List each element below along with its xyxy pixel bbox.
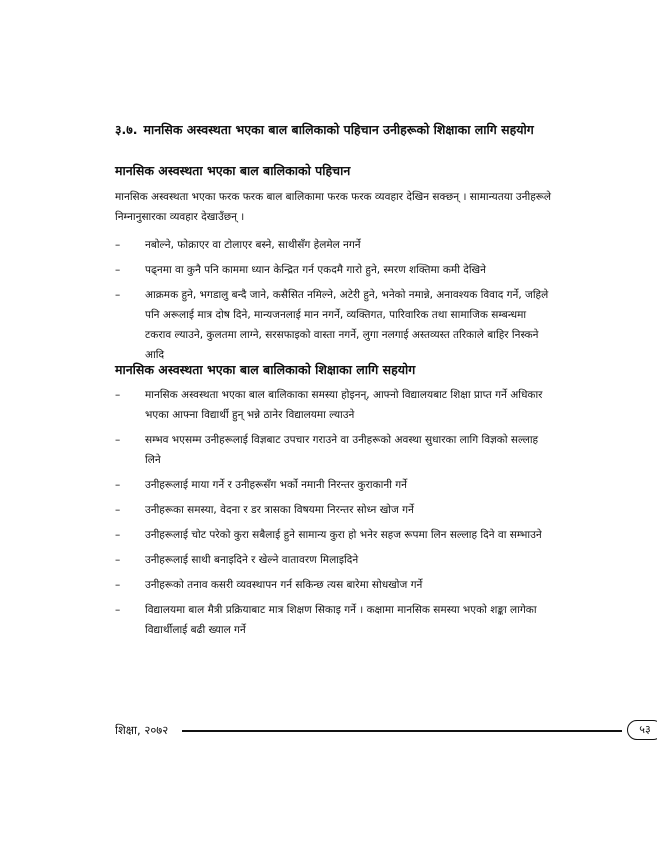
list-dash: – <box>115 529 121 541</box>
list-item: – आक्रमक हुने, भगडालु बन्दै जाने, कसैसित नमिल्ने, अटेरी हुने, भनेको नमान्ने, अनावश्यक विवाद गर्ने, जहिले पनि अरूलाई मात्र दोष दिने, मान्यजनलाई मान नगर्ने, व्यक्तिगत, पारिवारिक तथा सामाजिक सम्बन्धमा टकराव ल्याउने, कुलतमा लाग्ने, सरसफाइको वास्ता नगर्ने, लुगा नलगाई अस्तव्यस्त तरिकाले बाहिर निस्कने आदि <box>115 285 555 365</box>
list-dash: – <box>115 604 121 616</box>
list-dash: – <box>115 434 121 446</box>
list-item: – मानसिक अस्वस्थता भएका बाल बालिकाका समस्या होइनन्, आफ्नो विद्यालयबाट शिक्षा प्राप्त गर्ने अधिकार भएका आफ्ना विद्यार्थी हुन् भन्ने ठानेर विद्यालयमा ल्याउने <box>115 385 555 425</box>
list-dash: – <box>115 479 121 491</box>
list-item: – उनीहरूलाई माया गर्ने र उनीहरूसँग भर्को नमानी निरन्तर कुराकानी गर्ने <box>115 475 555 495</box>
identification-heading: मानसिक अस्वस्थता भएका बाल बालिकाको पहिचान <box>115 163 351 178</box>
list-item: – पढ्नमा वा कुनै पनि काममा ध्यान केन्द्रित गर्न एकदमै गारो हुने, स्मरण शक्तिमा कमी देखिने <box>115 260 555 280</box>
list-dash: – <box>115 289 121 301</box>
list-dash: – <box>115 579 121 591</box>
identification-list <box>115 235 555 370</box>
list-item: – उनीहरूलाई चोट परेको कुरा सबैलाई हुने सामान्य कुरा हो भनेर सहज रूपमा लिन सल्लाह दिने वा सम्भाउने <box>115 525 555 545</box>
support-list <box>115 385 555 645</box>
list-dash: – <box>115 239 121 251</box>
list-item: – उनीहरूको तनाव कसरी व्यवस्थापन गर्न सकिन्छ त्यस बारेमा सोधखोज गर्ने <box>115 575 555 595</box>
section-title <box>115 121 555 139</box>
list-item: – नबोल्ने, फोक्राएर वा टोलाएर बस्ने, साथीसँग हेलमेल नगर्ने <box>115 235 555 255</box>
list-dash: – <box>115 554 121 566</box>
list-item: – उनीहरूका समस्या, वेदना र डर त्रासका विषयमा निरन्तर सोध्न खोज गर्ने <box>115 500 555 520</box>
support-heading: मानसिक अस्वस्थता भएका बाल बालिकाको शिक्षाका लागि सहयोग <box>115 362 416 377</box>
list-dash: – <box>115 504 121 516</box>
list-dash: – <box>115 389 121 401</box>
page-footer <box>115 718 651 742</box>
list-item: – उनीहरूलाई साथी बनाइदिने र खेल्ने वातावरण मिलाइदिने <box>115 550 555 570</box>
section-title-text: मानसिक अस्वस्थता भएका बाल बालिकाको पहिचान उनीहरूको शिक्षाका लागि सहयोग <box>143 122 534 137</box>
footer-rule <box>182 730 622 732</box>
list-item: – विद्यालयमा बाल मैत्री प्रक्रियाबाट मात्र शिक्षण सिकाइ गर्ने । कक्षामा मानसिक समस्या भएको शङ्का लागेका विद्यार्थीलाई बढी ख्याल गर्ने <box>115 600 555 640</box>
footer-text: शिक्षा, २०७२ <box>115 723 169 737</box>
page-number-badge: ५३ <box>627 720 657 740</box>
identification-intro: मानसिक अस्वस्थता भएका फरक फरक बाल बालिकामा फरक फरक व्यवहार देखिन सक्छन् । सामान्यतया उनीहरूले निम्नानुसारका व्यवहार देखाउँछन् । <box>115 191 552 223</box>
section-number: ३.७. <box>115 122 138 137</box>
list-dash: – <box>115 264 121 276</box>
list-item: – सम्भव भएसम्म उनीहरूलाई विज्ञबाट उपचार गराउने वा उनीहरूको अवस्था सुधारका लागि विज्ञको सल्लाह लिने <box>115 430 555 470</box>
